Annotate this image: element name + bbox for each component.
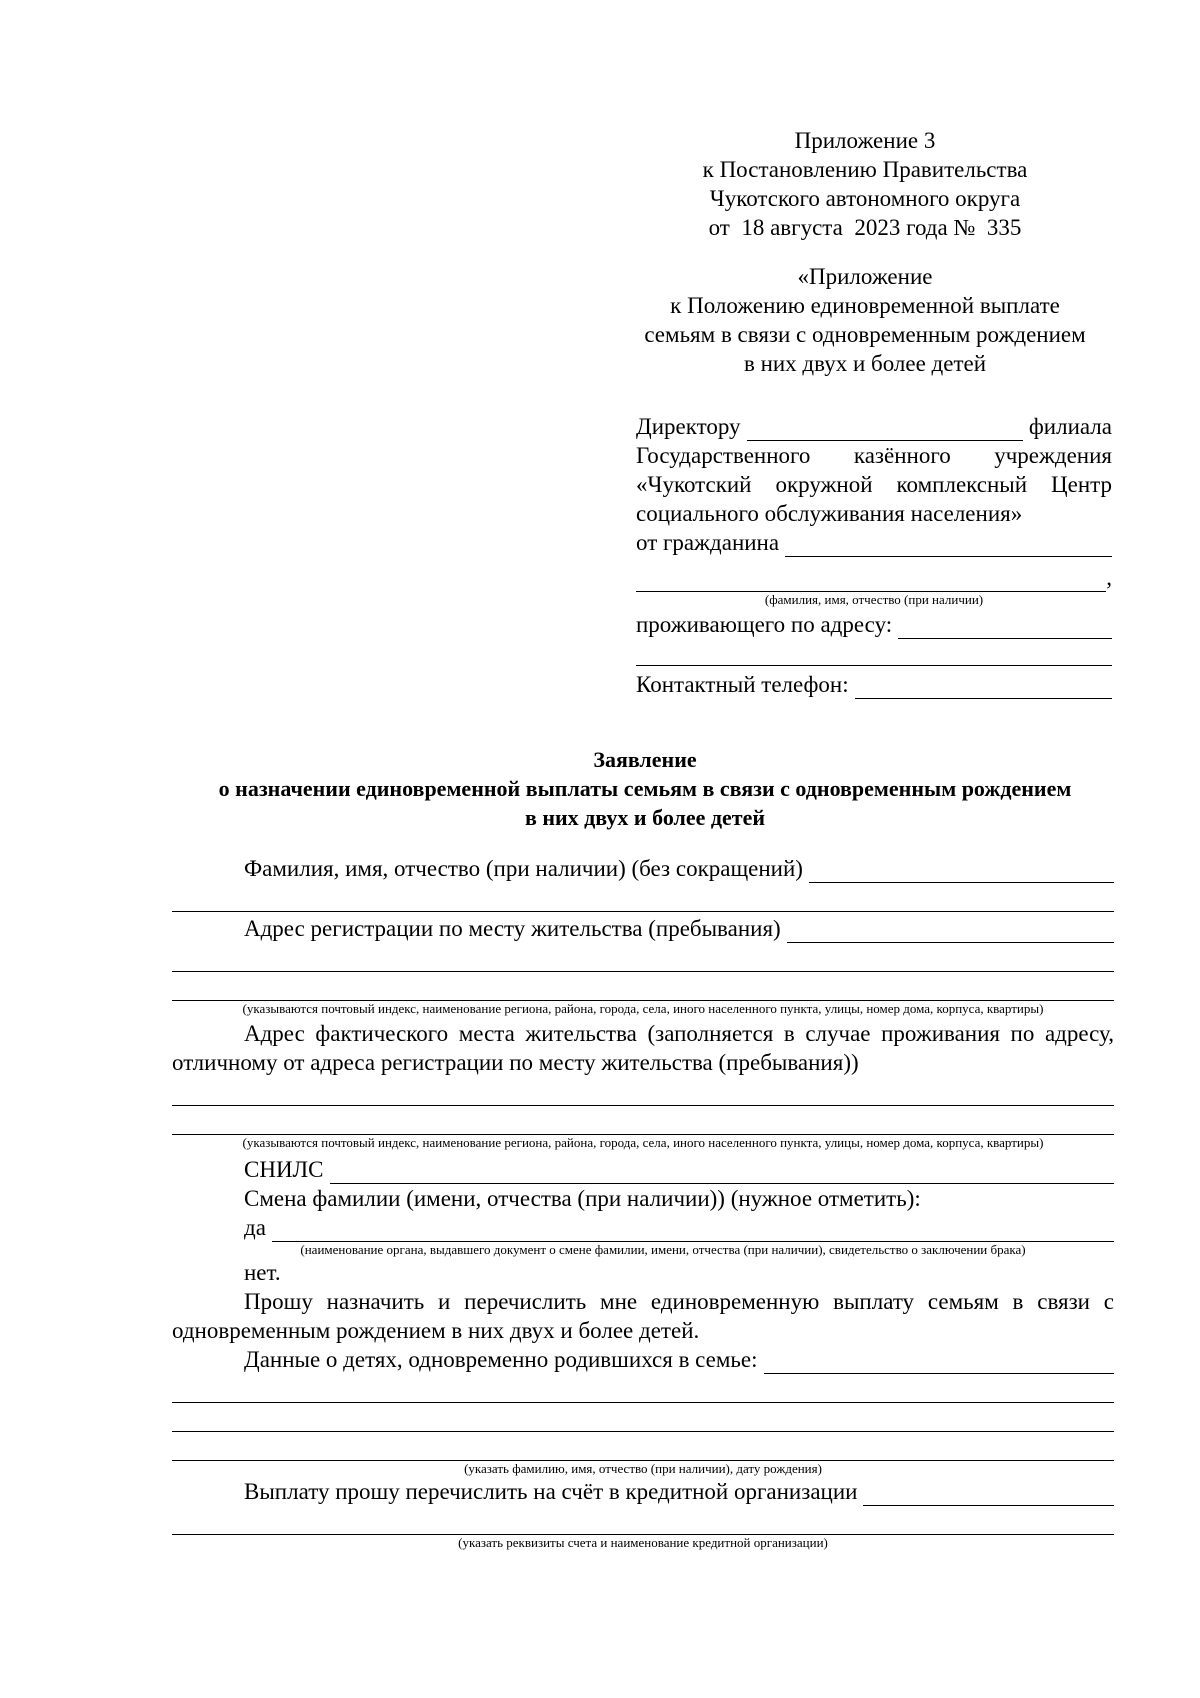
fact-address-field-2[interactable] (172, 1106, 1114, 1135)
account-field[interactable] (863, 1483, 1114, 1506)
yes-hint: (наименование органа, выдавшего документ о смене фамилии, имени, отчества (при наличии), свидетельство о заключении брака) (300, 1242, 1026, 1257)
fio-label: Фамилия, имя, отчество (при наличии) (без сокращений) (244, 856, 803, 881)
account-field-2[interactable] (172, 1506, 1114, 1535)
children-field-4[interactable] (172, 1432, 1114, 1461)
comma: , (1106, 565, 1112, 590)
phone-field[interactable] (855, 676, 1112, 699)
addressee-line-3: «Чукотский окружной комплексный Центр (636, 472, 1112, 497)
title-line-3: в них двух и более детей (524, 805, 766, 830)
request-text: Прошу назначить и перечислить мне единовременную выплату семьям в связи с одновременным рождением в них двух и более детей. (172, 1289, 1114, 1343)
title-line-1: Заявление (593, 747, 697, 772)
address-field[interactable] (898, 616, 1112, 639)
address-label: проживающего по адресу: (636, 612, 893, 637)
annex2-line-1: «Приложение (797, 264, 933, 289)
annex2-line-2: к Положению единовременной выплате (670, 293, 1060, 318)
fio-field-2[interactable] (172, 883, 1114, 912)
address-field-2[interactable] (636, 643, 1112, 666)
fio-hint: (фамилия, имя, отчество (при наличии) (764, 592, 984, 607)
annex-line-1: Приложение 3 (794, 128, 936, 153)
addressee-line-4: социального обслуживания населения» (636, 501, 1023, 526)
document-title (170, 745, 1120, 832)
from-citizen-label: от гражданина (636, 530, 780, 555)
reg-address-label: Адрес регистрации по месту жительства (пребывания) (244, 916, 781, 941)
children-field-3[interactable] (172, 1403, 1114, 1432)
reg-address-field[interactable] (787, 920, 1114, 943)
name-change-label: Смена фамилии (имени, отчества (при наличии)) (нужное отметить): (244, 1186, 921, 1211)
snils-label: СНИЛС (244, 1157, 324, 1182)
annex-header (630, 126, 1100, 242)
title-line-2: о назначении единовременной выплаты семьям в связи с одновременным рождением (218, 776, 1072, 801)
reg-address-hint: (указываются почтовый индекс, наименование региона, района, города, села, иного населенного пункта, улицы, номер дома, корпуса, квартиры) (242, 1001, 1044, 1016)
reg-address-field-2[interactable] (172, 943, 1114, 972)
annex-line-4: от 18 августа 2023 года № 335 (708, 215, 1022, 240)
fio-field[interactable] (809, 860, 1114, 883)
children-field-2[interactable] (172, 1374, 1114, 1403)
fact-address-field[interactable] (172, 1077, 1114, 1106)
annex-line-2: к Постановлению Правительства (702, 157, 1028, 182)
annex-line-3: Чукотского автономного округа (709, 186, 1021, 211)
annex-regulation-header (630, 262, 1100, 378)
children-field[interactable] (764, 1351, 1114, 1374)
director-label: Директору (636, 414, 741, 439)
no-option[interactable]: нет. (244, 1260, 281, 1285)
yes-details-field[interactable] (272, 1219, 1114, 1242)
phone-label: Контактный телефон: (636, 672, 849, 697)
annex2-line-3: семьям в связи с одновременным рождением (644, 322, 1086, 347)
children-label: Данные о детях, одновременно родившихся в семье: (244, 1347, 758, 1372)
account-label: Выплату прошу перечислить на счёт в кредитной организации (244, 1479, 858, 1504)
fact-address-label: Адрес фактического места жительства (заполняется в случае проживания по адресу, отличному от адреса регистрации по месту жительства (пребывания)) (172, 1021, 1114, 1075)
branch-label: филиала (1028, 414, 1112, 439)
citizen-name-field-2[interactable] (636, 569, 1106, 592)
addressee-block (636, 412, 1112, 699)
children-hint: (указать фамилию, имя, отчество (при наличии), дату рождения) (464, 1461, 822, 1476)
addressee-line-2: Государственного казённого учреждения (636, 443, 1112, 468)
citizen-name-field[interactable] (785, 534, 1112, 557)
director-name-field[interactable] (747, 418, 1023, 441)
fact-address-hint: (указываются почтовый индекс, наименование региона, района, города, села, иного населенного пункта, улицы, номер дома, корпуса, квартиры) (242, 1135, 1044, 1150)
application-form (172, 854, 1114, 1551)
annex2-line-4: в них двух и более детей (743, 351, 987, 376)
reg-address-field-3[interactable] (172, 972, 1114, 1001)
yes-option[interactable]: да (244, 1215, 266, 1240)
snils-field[interactable] (330, 1161, 1114, 1184)
account-hint: (указать реквизиты счета и наименование кредитной организации) (458, 1535, 828, 1550)
